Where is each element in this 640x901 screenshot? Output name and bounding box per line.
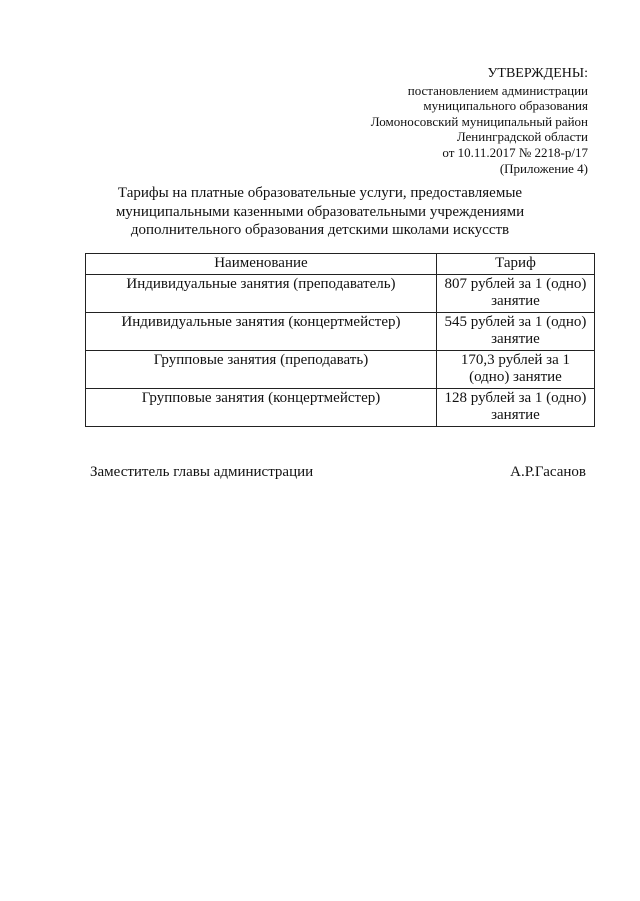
signatory-name: А.Р.Гасанов <box>510 464 586 480</box>
document-title-line: муниципальными казенными образовательными учреждениями <box>115 203 525 220</box>
approval-line: (Приложение 4) <box>499 160 588 176</box>
approval-line: Ленинградской области <box>456 129 588 145</box>
rate-line: 128 рублей за 1 (одно) <box>444 389 587 406</box>
table-row <box>86 388 595 426</box>
table-row <box>86 312 595 350</box>
approval-line: постановлением администрации <box>407 82 588 98</box>
rate-cell <box>436 312 594 350</box>
service-name-cell: Групповые занятия (концертмейстер) <box>86 388 437 426</box>
signature-block <box>90 464 586 481</box>
header-name: Наименование <box>86 254 437 275</box>
header-rate: Тариф <box>436 254 594 275</box>
document-title <box>0 184 640 240</box>
document-title-line: Тарифы на платные образовательные услуги, предоставляемые <box>117 185 523 201</box>
approval-title: УТВЕРЖДЕНЫ: <box>487 66 588 81</box>
document-title-line: дополнительного образования детскими школами искусств <box>130 222 510 238</box>
rate-line: занятие <box>491 331 540 347</box>
tariffs-table <box>85 253 595 427</box>
service-name-cell: Индивидуальные занятия (преподаватель) <box>86 274 437 312</box>
rate-cell <box>436 388 594 426</box>
rate-cell <box>436 274 594 312</box>
rate-line: занятие <box>491 293 540 309</box>
table-row <box>86 350 595 388</box>
rate-line: 545 рублей за 1 (одно) <box>444 313 587 330</box>
approval-block <box>371 66 588 176</box>
approval-line: от 10.11.2017 № 2218-р/17 <box>442 144 588 160</box>
table-row <box>86 274 595 312</box>
rate-cell <box>436 350 594 388</box>
table-header-row <box>86 254 595 275</box>
service-name-cell: Групповые занятия (преподавать) <box>86 350 437 388</box>
service-name-cell: Индивидуальные занятия (концертмейстер) <box>86 312 437 350</box>
rate-line: занятие <box>491 407 540 423</box>
rate-line: (одно) занятие <box>469 369 562 385</box>
rate-line: 807 рублей за 1 (одно) <box>444 275 587 292</box>
signatory-position: Заместитель главы администрации <box>90 464 314 480</box>
approval-line: муниципального образования <box>423 98 588 114</box>
approval-line: Ломоносовский муниципальный район <box>370 113 588 129</box>
rate-line: 170,3 рублей за 1 <box>460 351 571 368</box>
